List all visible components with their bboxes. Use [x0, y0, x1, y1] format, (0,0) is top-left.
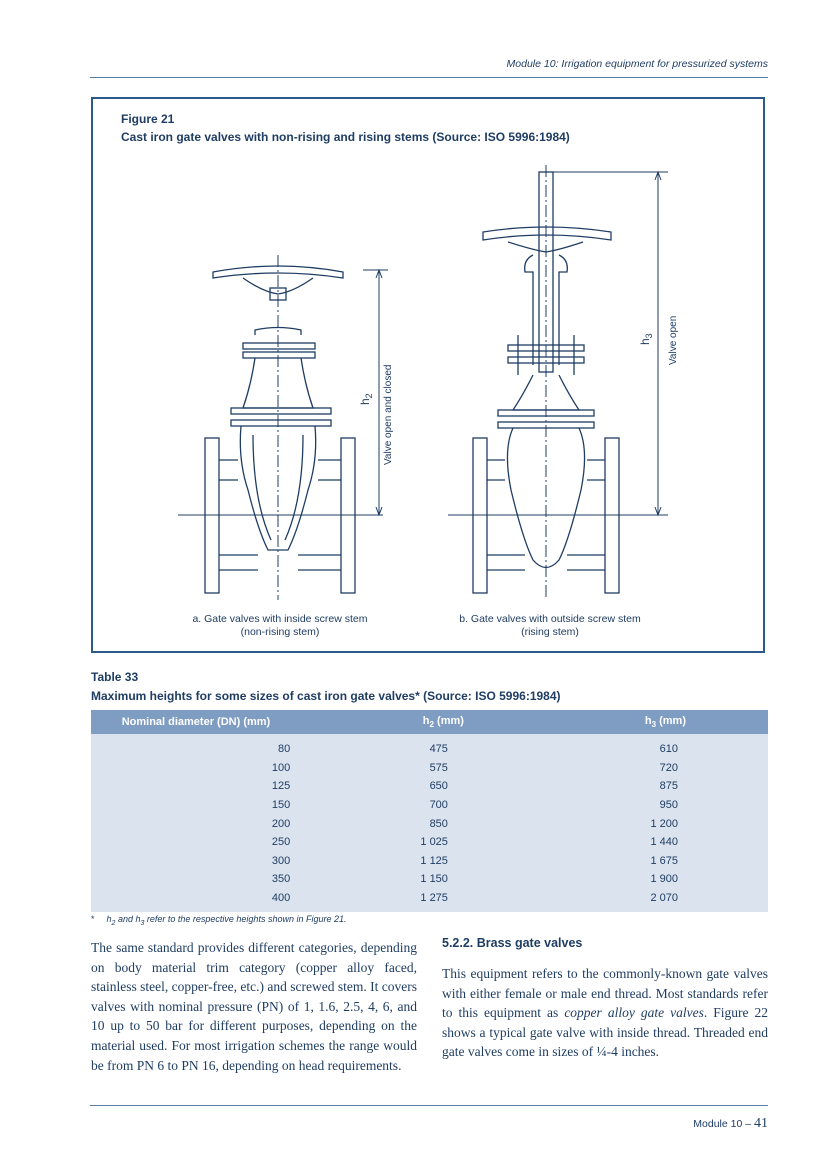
table-row: 100 575 720	[91, 759, 768, 778]
gate-valve-drawing	[93, 160, 763, 610]
table-header-row	[91, 710, 768, 734]
caption-a-line1: a. Gate valves with inside screw stem	[192, 613, 368, 625]
table-row: 80 475 610	[91, 734, 768, 759]
table-footnote: * $h_2$ and $h_3$ refer to the respective heights shown in Figure 21.	[91, 914, 347, 927]
dim-label-b: Valve open	[668, 315, 679, 365]
figure-title: Cast iron gate valves with non-rising and rising stems (Source: ISO 5996:1984)	[121, 130, 570, 144]
h2-label: $h_2$	[358, 393, 374, 405]
caption-b	[440, 613, 660, 639]
header-h3: $h_3$ (mm)	[542, 710, 768, 734]
h3-label: $h_3$	[638, 333, 654, 345]
table-row: 350 1 150 1 900	[91, 870, 768, 889]
table-row: 400 1 275 2 070	[91, 889, 768, 913]
table-row: 200 850 1 200	[91, 814, 768, 833]
caption-a-line2: (non-rising stem)	[240, 626, 320, 638]
caption-a	[175, 613, 385, 639]
section-heading: 5.2.2. Brass gate valves	[442, 936, 583, 950]
page-footer: Module 10 – 41	[693, 1116, 768, 1131]
valve-a-drawing	[178, 255, 388, 600]
caption-b-line2: (rising stem)	[521, 626, 579, 638]
figure-label: Figure 21	[121, 112, 175, 126]
heights-table	[91, 710, 768, 912]
body-paragraph-right: This equipment refers to the commonly-known gate valves with either female or male end thread. Most standards refer to this equipment as copper alloy gate valves. Figure 22 shows a typical gate valve with inside thread. Threaded end gate valves come in sizes of ¼-4 inches.	[442, 966, 768, 1060]
table-row: 125 650 875	[91, 777, 768, 796]
footer-rule	[90, 1105, 768, 1106]
header-rule	[90, 77, 768, 78]
page-number: 41	[754, 1116, 768, 1131]
table-row: 300 1 125 1 675	[91, 852, 768, 871]
running-header: Module 10: Irrigation equipment for pressurized systems	[506, 58, 768, 70]
body-paragraph-left: The same standard provides different categories, depending on body material trim category (copper alloy faced, stainless steel, copper-free, etc.) and screwed stem. It covers valves with nominal pressure (PN) of 1, 1.6, 2.5, 4, 6, and 10 up to 50 bar for different purposes, depending on the material used. For most irrigation schemes the range would be from PN 6 to PN 16, depending on head requirements.	[91, 940, 417, 1073]
table-title: Maximum heights for some sizes of cast iron gate valves* (Source: ISO 5996:1984)	[91, 689, 561, 703]
caption-b-line1: b. Gate valves with outside screw stem	[459, 613, 641, 625]
dim-label-a: Valve open and closed	[383, 364, 394, 465]
header-h2: $h_2$ (mm)	[310, 710, 542, 734]
table-label: Table 33	[91, 670, 139, 684]
table-row: 250 1 025 1 440	[91, 833, 768, 852]
valve-b-drawing	[448, 165, 668, 600]
header-dn: Nominal diameter (DN) (mm)	[91, 710, 310, 734]
table-row: 150 700 950	[91, 796, 768, 815]
